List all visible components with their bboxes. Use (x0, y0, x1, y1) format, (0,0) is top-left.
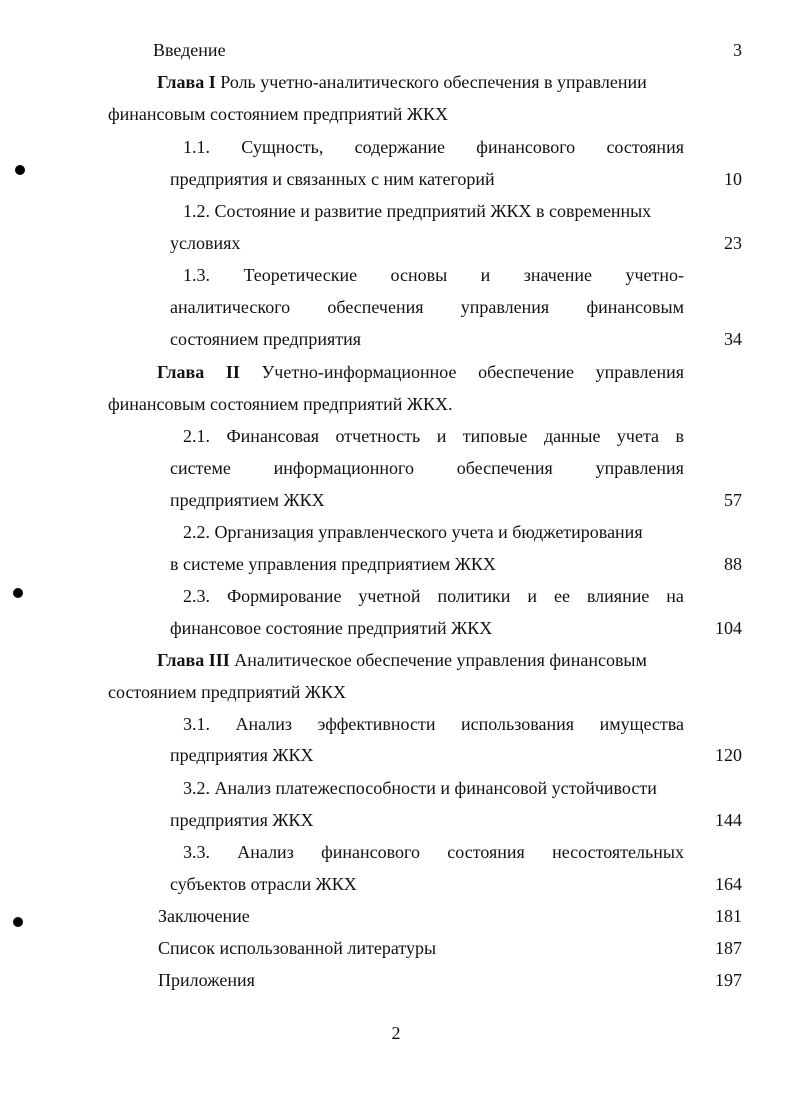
word: обеспечения (456, 458, 553, 478)
toc-chapter-2-label: Глава (157, 362, 205, 382)
word: на (666, 586, 684, 606)
toc-section-1-3-line-1 (183, 263, 684, 287)
toc-chapter-1-label: Глава I (157, 72, 216, 92)
toc-section-2-2-line-2: в системе управления предприятием ЖКХ (170, 554, 496, 574)
toc-appendices-title: Приложения (158, 970, 255, 990)
toc-section-3-1-line-1 (183, 712, 684, 736)
word: информационного (273, 458, 414, 478)
toc-section-3-2-line-1: 3.2. Анализ платежеспособности и финансовой устойчивости (183, 778, 657, 798)
word: и (527, 586, 538, 606)
word: значение (523, 265, 593, 285)
word: учета (616, 426, 660, 446)
word: политики (437, 586, 511, 606)
word: отчетность (335, 426, 421, 446)
word: в (675, 426, 684, 446)
word: Анализ (237, 842, 294, 862)
word: обеспечение (478, 362, 574, 382)
word: 1.3. (183, 265, 210, 285)
toc-section-2-1-line-3: предприятием ЖКХ (170, 490, 325, 510)
word: Анализ (235, 714, 293, 734)
word: состояния (447, 842, 525, 862)
toc-section-2-3-page: 104 (715, 618, 742, 638)
toc-chapter-3-line-1 (157, 648, 647, 672)
toc-intro-page: 3 (733, 40, 742, 60)
word: использования (461, 714, 575, 734)
word: состояния (606, 137, 684, 157)
toc-section-3-2-page: 144 (715, 810, 742, 830)
toc-section-1-3-line-3: состоянием предприятия (170, 329, 362, 349)
word: ее (553, 586, 570, 606)
toc-section-3-1-line-2: предприятия ЖКХ (170, 745, 314, 765)
toc-section-1-3-page: 34 (724, 329, 742, 349)
toc-references-page: 187 (715, 938, 742, 958)
word: системе (170, 458, 231, 478)
toc-section-3-3-line-2: субъектов отрасли ЖКХ (170, 874, 357, 894)
scan-mark-dot (15, 165, 25, 175)
word: влияние (586, 586, 650, 606)
word: Сущность, (241, 137, 324, 157)
word: 3.3. (183, 842, 210, 862)
word: 3.1. (183, 714, 210, 734)
toc-references-title: Список использованной литературы (158, 938, 437, 958)
toc-section-2-2-page: 88 (724, 554, 742, 574)
word: управления (460, 297, 550, 317)
toc-section-1-1-page: 10 (724, 169, 742, 189)
toc-section-1-3-line-2 (170, 295, 684, 319)
toc-section-1-1-line-1 (183, 135, 684, 159)
word: 2.3. (183, 586, 210, 606)
word: Учетно-информационное (261, 362, 457, 382)
word: аналитического (170, 297, 291, 317)
toc-chapter-1-line-2: финансовым состоянием предприятий ЖКХ (108, 104, 449, 124)
toc-section-1-2-line-1: 1.2. Состояние и развитие предприятий ЖКХ в современных (183, 201, 652, 221)
word: 1.1. (183, 137, 210, 157)
word: обеспечения (327, 297, 424, 317)
toc-chapter-2-line-1 (157, 360, 684, 384)
word: управления (595, 362, 684, 382)
toc-chapter-3-line-2: состоянием предприятий ЖКХ (108, 682, 346, 702)
toc-conclusion-title: Заключение (158, 906, 250, 926)
word: учетно- (625, 265, 684, 285)
word: 2.1. (183, 426, 210, 446)
toc-section-3-1-page: 120 (715, 745, 742, 765)
word: и (436, 426, 447, 446)
toc-section-2-3-line-1 (183, 584, 684, 608)
word: имущества (599, 714, 684, 734)
word: типовые (462, 426, 528, 446)
toc-section-3-3-page: 164 (715, 874, 742, 894)
word: управления (595, 458, 684, 478)
toc-chapter-2-number: II (225, 362, 240, 382)
toc-intro-title: Введение (153, 40, 226, 60)
toc-chapter-1-line-1 (157, 70, 647, 94)
word: Теоретические (243, 265, 358, 285)
word: эффективности (317, 714, 436, 734)
word: финансовым (586, 297, 684, 317)
word: финансового (321, 842, 420, 862)
toc-appendices-page: 197 (715, 970, 742, 990)
word: Финансовая (226, 426, 320, 446)
toc-chapter-3-title: Аналитическое обеспечение управления финансовым (229, 650, 647, 670)
toc-chapter-3-label: Глава III (157, 650, 230, 670)
word: и (480, 265, 491, 285)
toc-section-1-1-line-2: предприятия и связанных с ним категорий (170, 169, 495, 189)
word: Формирование (226, 586, 342, 606)
word: учетной (358, 586, 421, 606)
toc-chapter-1-title: Роль учетно-аналитического обеспечения в управлении (215, 72, 647, 92)
word: финансового (476, 137, 576, 157)
word: данные (543, 426, 601, 446)
toc-section-1-2-line-2: условиях (170, 233, 241, 253)
toc-section-1-2-page: 23 (724, 233, 742, 253)
toc-section-2-3-line-2: финансовое состояние предприятий ЖКХ (170, 618, 493, 638)
toc-section-2-1-page: 57 (724, 490, 742, 510)
scan-mark-dot (13, 917, 23, 927)
word: основы (390, 265, 448, 285)
page-number: 2 (391, 1023, 401, 1043)
toc-conclusion-page: 181 (715, 906, 742, 926)
toc-section-2-2-line-1: 2.2. Организация управленческого учета и бюджетирования (183, 522, 643, 542)
toc-section-2-1-line-1 (183, 424, 684, 448)
toc-section-3-2-line-2: предприятия ЖКХ (170, 810, 314, 830)
word: несостоятельных (552, 842, 684, 862)
toc-chapter-2-line-2: финансовым состоянием предприятий ЖКХ. (108, 394, 453, 414)
scan-mark-dot (13, 588, 23, 598)
toc-section-3-3-line-1 (183, 840, 684, 864)
toc-section-2-1-line-2 (170, 456, 684, 480)
word: содержание (354, 137, 445, 157)
